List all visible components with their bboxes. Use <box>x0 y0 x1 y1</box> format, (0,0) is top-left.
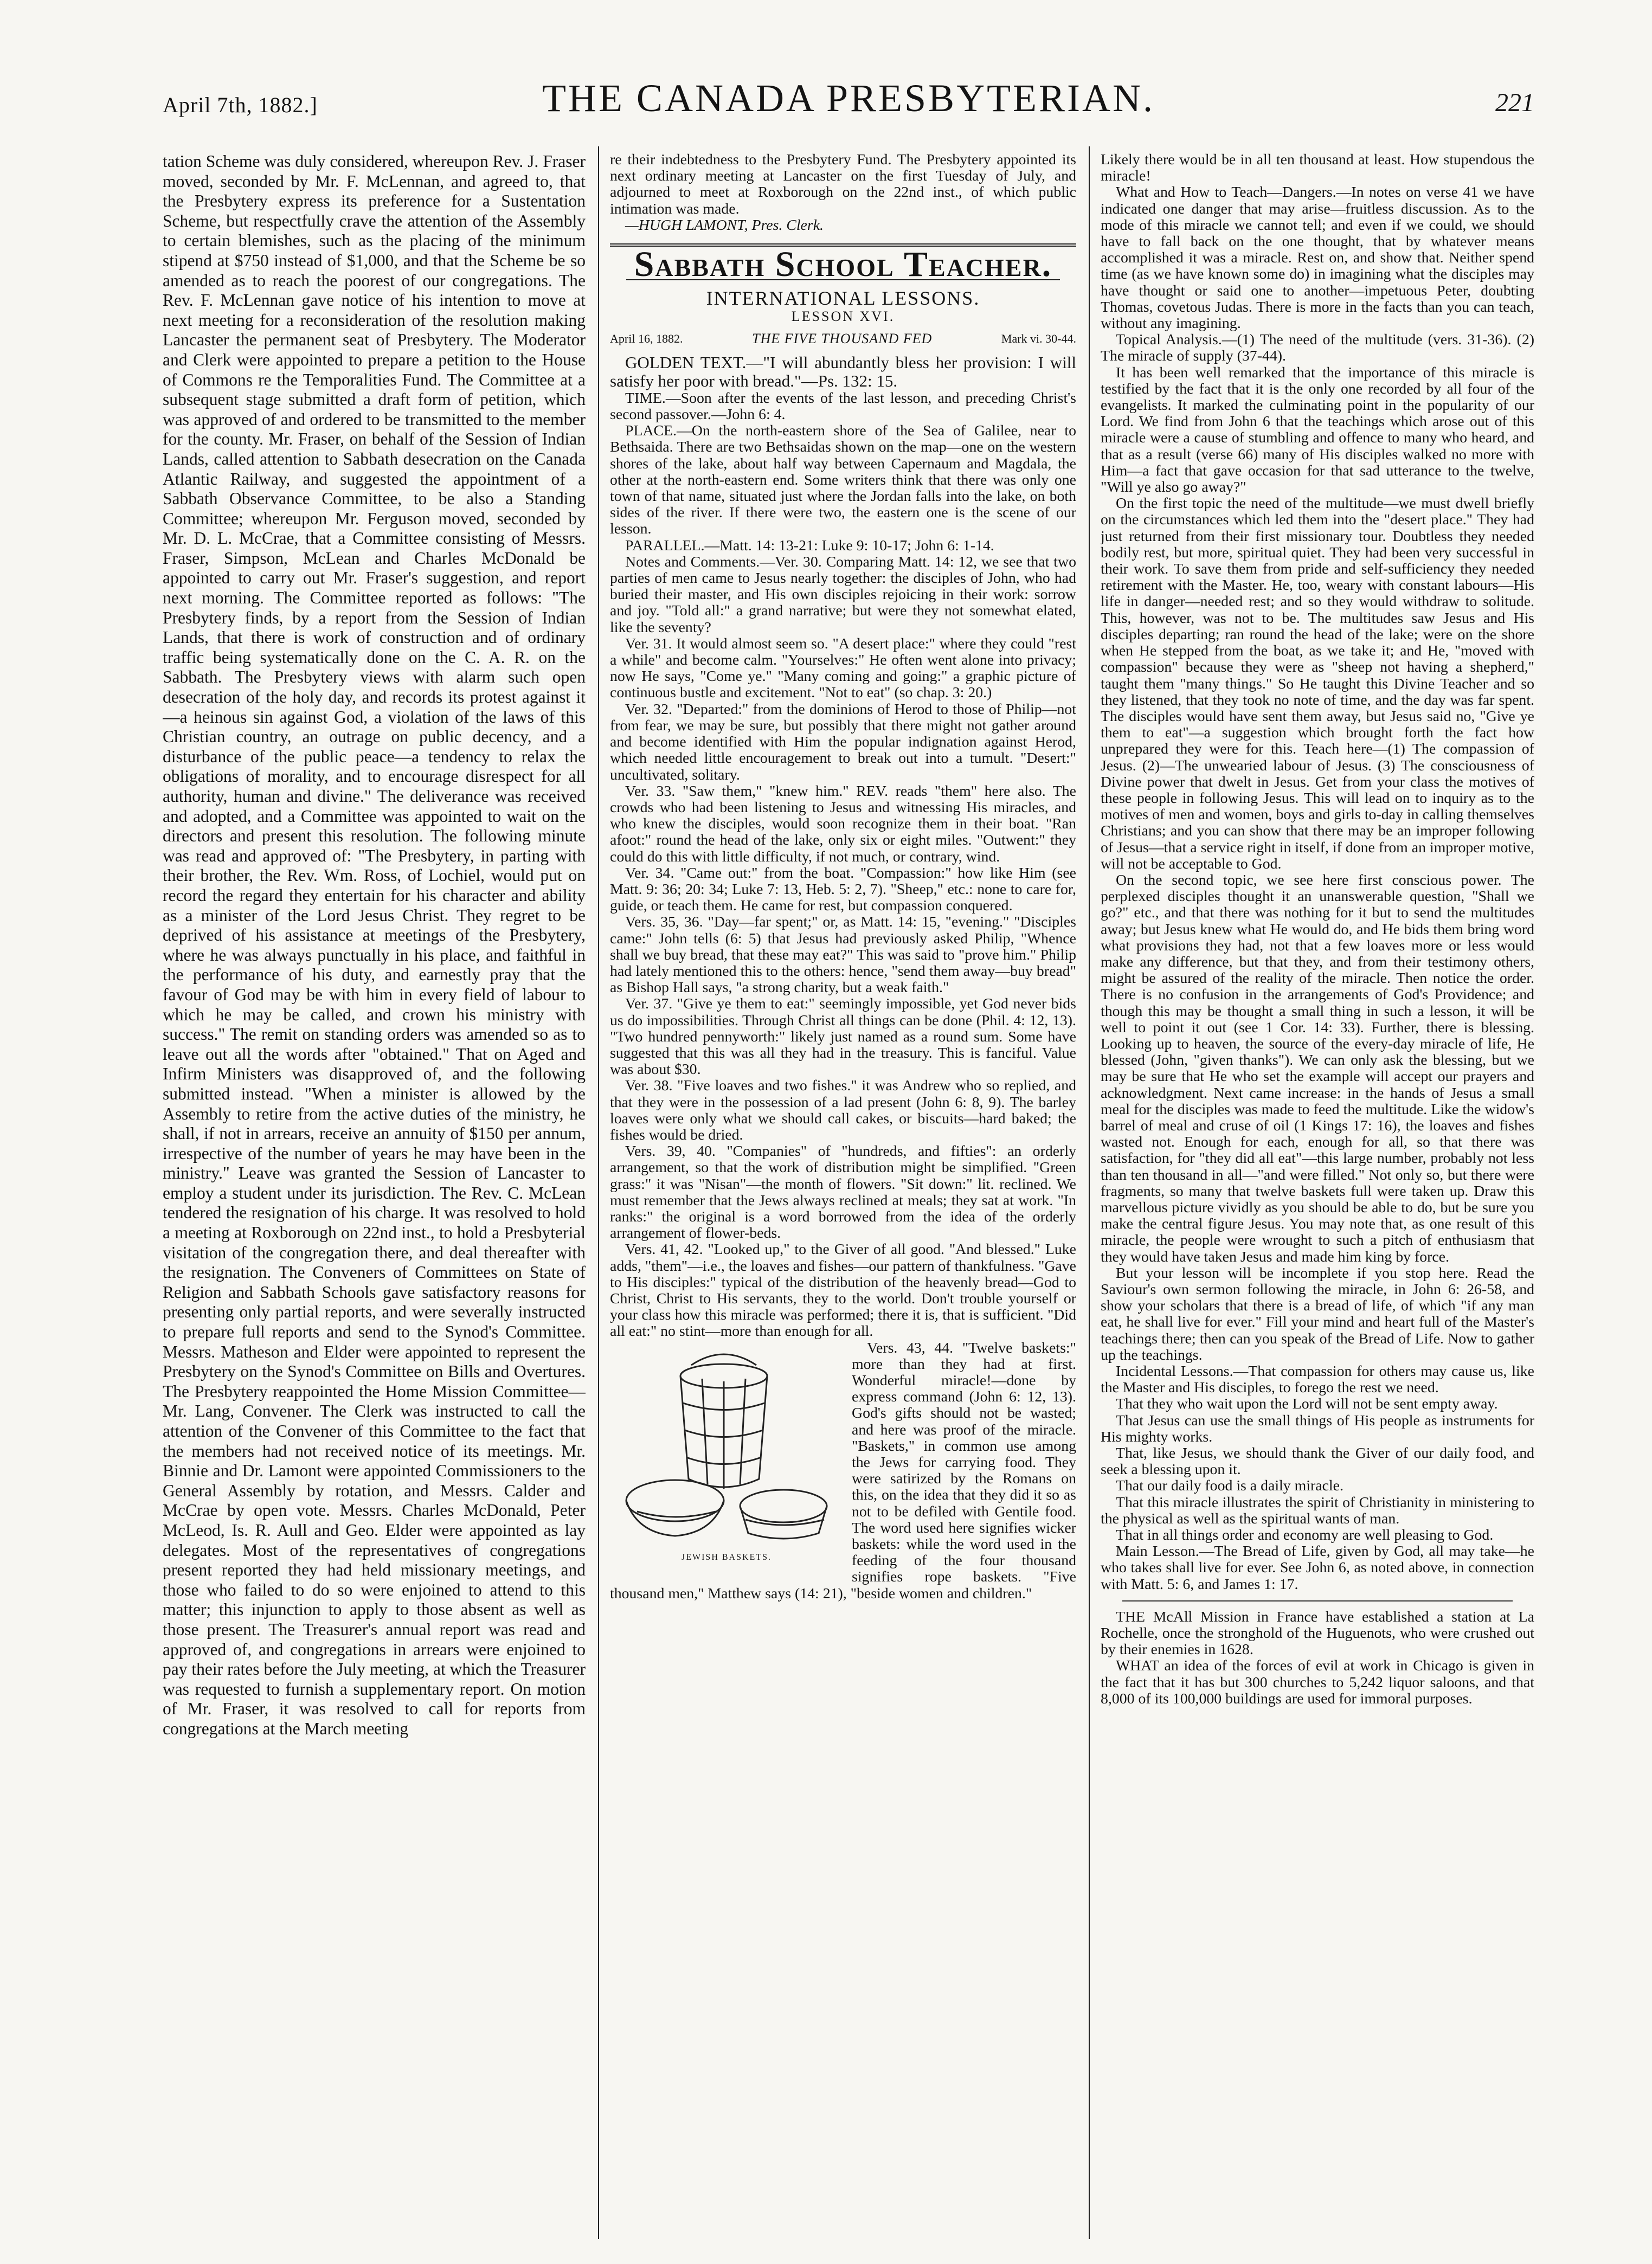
masthead-title: Sabbath School Teacher. <box>634 245 1052 285</box>
teaching-paragraph: On the second topic, we see here first conscious power. The perplexed disciples thought it an unanswerable question, "Shall we go?" etc., and that there was nothing for it but to send the multitudes away; but Jesus knew what He would do, and He bids them bring word what provisions they had, not that a few loaves more or less would make any difference, but that they, and from their testimony others, might be assured of the reality of the miracle. Then notice the order. There is no confusion in the arrangements of God's Providence; and though this may be thought a small thing in such a lesson, it will be well to point it out (see 1 Cor. 14: 33). Further, there is blessing. Looking up to heaven, the source of the every-day miracle of life, He blessed (John, "given thanks"). We can only ask the blessing, but we may be sure that He who set the example will accept our prayers and acknowledgment. Next came increase: in the hands of Jesus a small meal for the disciples was made to feed the multitude. Like the widow's barrel of meal and cruse of oil (1 Kings 17: 16), the loaves and fishes wasted not. Enough for each, enough for all, so that there was satisfaction, for "they did all eat"—this large number, probably not less than ten thousand in all—"and were filled." Not only so, but there were fragments, so many that twelve baskets full were taken up. Draw this marvellous picture vividly as you should be able to do, but be sure you make the central figure Jesus. You may note that, as one result of this miracle, the people were wrought to such a pitch of enthusiasm that they would have taken Jesus and made him king by force. <box>1101 871 1534 1265</box>
teaching-paragraph: Main Lesson.—The Bread of Life, given by God, all may take—he who takes shall live for ever. See John 6, as noted above, in connection with Matt. 5: 6, and James 1: 17. <box>1101 1543 1534 1593</box>
lesson-paragraph: PARALLEL.—Matt. 14: 13-21: Luke 9: 10-17; John 6: 1-14. <box>625 537 994 554</box>
teaching-paragraph: What and How to Teach—Dangers.—In notes on verse 41 we have indicated one danger that may arise—fruitless discussion. As to the mode of this miracle we cannot tell; and even if we could, we should have to fall back on the one thought, that by whatever means accomplished it was a miracle. Rest on, and show that. Neither spend time (as we have known some do) in imagining what the disciples may have thought or said one to another—impetuous Peter, doubting Thomas, covetous Judas. There is more in the facts than you can teach, without any imagining. <box>1101 184 1534 332</box>
lesson-paragraph: Ver. 32. "Departed:" from the dominions of Herod to those of Philip—not from fear, we may be sure, but possibly that there might not gather around and become identified with Him the popular indignation against Herod, which needed little encouragement to break out into a tumult. "Desert:" uncultivated, solitary. <box>610 700 1076 783</box>
lesson-title-row <box>610 331 1076 347</box>
teaching-paragraph: On the first topic the need of the multitude—we must dwell briefly on the circumstances which led them into the "desert place." They had just returned from their first missionary tour. Doubtless they needed bodily rest, but more, spiritual quiet. They had been very successful in their work. To save them from pride and self-sufficiency they needed retirement with the Master. He, too, weary with constant labours—His life in danger—needed rest; and so they would withdraw to solitude. This, however, was not to be. The multitudes saw Jesus and His disciples departing; ran round the head of the lake; were on the shore when He stepped from the boat, as we take it; and He, "moved with compassion" because they were as "sheep not having a shepherd," taught them "many things." So He taught this Divine Teacher and so they listened, that they took no note of time, and the day was far spent. The disciples would have sent them away, but Jesus said no, "Give ye them to eat"—a suggestion which brought forth the fact how unprepared they were for this. Teach here—(1) The compassion of Jesus. (2)—The unwearied labour of Jesus. (3) The consciousness of Divine power that dwelt in Jesus. Get from your class the motives of these people in following Jesus. This will lead on to inquiry as to the motives of men and women, boys and girls to-day in calling themselves Christians; and you can show that there may be an improper following of Jesus—that a service right in itself, if done from an improper motive, will not be acceptable to God. <box>1101 495 1534 872</box>
lesson-title: THE FIVE THOUSAND FED <box>752 330 933 346</box>
teaching-paragraph: That, like Jesus, we should thank the Giver of our daily food, and seek a blessing upon it. <box>1101 1445 1534 1478</box>
golden-text: GOLDEN TEXT.—"I will abundantly bless her provision: I will satisfy her poor with bread."—Ps. 132: 15. <box>610 352 1076 390</box>
lesson-paragraph: Ver. 34. "Came out:" from the boat. "Compassion:" how like Him (see Matt. 9: 36; 20: 34; Luke 7: 13, Heb. 5: 2, 7). "Sheep," etc.: none to care for, guide, or teach them. He came for rest, but compassion conquered. <box>610 864 1076 915</box>
teaching-paragraph: Likely there would be in all ten thousand at least. How stupendous the miracle! <box>1101 152 1534 185</box>
lesson-paragraph: Ver. 31. It would almost seem so. "A desert place:" where they could "rest a while" and become calm. "Yourselves:" He often went alone into privacy; now He says, "Come ye." "Many coming and going:" a graphic picture of continuous bustle and excitement. "Not to eat" (so chap. 3: 20.) <box>610 635 1076 702</box>
issue-date: April 7th, 1882.] <box>163 93 318 117</box>
section-masthead <box>610 243 1076 325</box>
report-signoff <box>610 217 1076 234</box>
lesson-paragraph: Vers. 41, 42. "Looked up," to the Giver of all good. "And blessed." Luke adds, "them"—i.e., the loaves and fishes—our pattern of thankfulness. "Gave to His disciples:" typical of the distribution of the heavenly bread—God to Christ, Christ to His servants, they to the world. Don't trouble yourself or your class how this miracle was performed; there it is, that is sufficient. "Did all eat:" no stint—more than enough for all. <box>610 1241 1076 1340</box>
news-note: THE McAll Mission in France have established a station at La Rochelle, once the stronghold of the Huguenots, who were crushed out by their enemies in 1628. <box>1101 1608 1534 1658</box>
news-note: WHAT an idea of the forces of evil at work in Chicago is given in the fact that it has but 300 churches to 5,242 liquor saloons, and that 8,000 of its 100,000 buildings are used for immoral purposes. <box>1101 1657 1534 1707</box>
column-teaching-notes <box>1101 152 1534 2244</box>
signoff-text: —HUGH LAMONT, Pres. Clerk. <box>625 216 824 234</box>
lesson-paragraph: Vers. 35, 36. "Day—far spent;" or, as Matt. 14: 15, "evening." "Disciples came:" John tells (6: 5) that Jesus had previously asked Philip, "Whence shall we buy bread, that these may eat?" This was said to "prove him." Philip had lately mentioned this to the others: hence, "send them away—buy bread" as Bishop Hall says, "a strong charity, but a weak faith." <box>610 914 1076 996</box>
teaching-paragraph: It has been well remarked that the importance of this miracle is testified by the fact that it is the only one recorded by all four of the evangelists. It marked the culminating point in the popularity of our Lord. We find from John 6 that the teachings which arose out of this miracle were a cause of stumbling and offence to many who heard, and that as a result (verse 66) many of His disciples walked no more with Him—a fact that gave occasion for that sad utterance to the twelve, "Will ye also go away?" <box>1101 364 1534 496</box>
lesson-paragraph: Ver. 33. "Saw them," "knew him." REV. reads "them" here also. The crowds who had been listening to Jesus and witnessing His miracles, and who knew the disciples, would soon recognize them in their boat. "Ran afoot:" round the head of the lake, only six or eight miles. "Outwent:" they could do this with little difficulty, if not much, or contrary, wind. <box>610 782 1076 865</box>
teaching-paragraph: That they who wait upon the Lord will not be sent empty away. <box>1116 1395 1498 1413</box>
lesson-paragraph: Ver. 38. "Five loaves and two fishes." it was Andrew who so replied, and that they were in the possession of a lad present (John 6: 8, 9). The barley loaves were only what we should call cakes, or biscuits—hard baked; the fishes would be dried. <box>610 1077 1076 1143</box>
lesson-paragraph: Vers. 43, 44. "Twelve baskets:" more than they had at first. Wonderful miracle!—done by express command (John 6: 12, 13). God's gifts should not be wasted; and here was proof of the miracle. "Baskets," in common use among the Jews for carrying food. They were satirized by the Romans on this, on the idea that they did it so as not to be defiled with Gentile food. The word used here signifies wicker baskets: while the word used in the feeding of the four thousand signifies rope baskets. "Five thousand men," Matthew says (14: 21), "beside women and children." <box>610 1339 1076 1602</box>
report-continuation: re their indebtedness to the Presbytery Fund. The Presbytery appointed its next ordinary meeting at Lancaster on the first Tuesday of July, and adjourned to meet at Roxborough on the 22nd inst., of which public intimation was made. <box>610 152 1076 217</box>
report-paragraph: tation Scheme was duly considered, whereupon Rev. J. Fraser moved, seconded by Mr. F. McLennan, and agreed to, that the Presbytery express its preference for a Sustentation Scheme, but respectfully crave the attention of the Assembly to certain blemishes, such as the placing of the minimum stipend at $750 instead of $1,000, and that the Scheme be so amended as to reach the poorest of our congregations. The Rev. F. McLennan gave notice of his intention to move at next meeting for a reconsideration of the resolution making Lancaster the permanent seat of Presbytery. The Moderator and Clerk were appointed to prepare a petition to the House of Commons re the Temporalities Fund. The Committee at a subsequent stage submitted a draft form of petition, which was approved of and ordered to be transmitted to the member for the county. Mr. Fraser, on behalf of the Session of Indian Lands, called attention to Sabbath desecration on the Canada Atlantic Railway, and suggested the appointment of a Sabbath Observance Committee, to be also a Standing Committee; whereupon Mr. Ferguson moved, seconded by Mr. D. L. McCrae, that a Committee consisting of Messrs. Fraser, Simpson, McLean and Charles McDonald be appointed to carry out Mr. Fraser's suggestion, and report next morning. The Committee reported as follows: "The Presbytery finds, by a report from the Session of Indian Lands, that there is work of construction and of ordinary traffic being systematically done on the C. A. R. on the Sabbath. The Presbytery views with alarm such open desecration of the holy day, and records its protest against it—a heinous sin against God, a violation of the laws of this Christian country, an outrage on public decency, and a disturbance of the public peace—a tendency to relax the obligations of morality, and to encourage disrespect for all authority, human and divine." The deliverance was received and adopted, and a Committee was appointed to wait on the directors and present this resolution. The following minute was read and approved of: "The Presbytery, in parting with their brother, the Rev. Wm. Ross, of Lochiel, would put on record the regard they entertain for his character and ability as a minister of the Lord Jesus Christ. They regret to be deprived of his assistance at meetings of the Presbytery, where he was always punctually in his place, and faithful in the performance of his duty, and earnestly pray that the favour of God may be with him in every field of labour to which he may be called, and crown his ministry with success." The remit on standing orders was amended so as to leave out all the words after "obtained." That on Aged and Infirm Ministers was disapproved of, and the following submitted instead. "When a minister is allowed by the Assembly to retire from the active duties of the ministry, he shall, if not in arrears, receive an annuity of $150 per annum, irrespective of the number of years he may have been in the ministry." Leave was granted the Session of Lancaster to employ a student under its jurisdiction. The Rev. C. McLean tendered the resignation of his charge. It was resolved to hold a meeting at Roxborough on 22nd inst., to hold a Presbyterial visitation of the congregation there, and deal thereafter with the resignation. The Conveners of Committees on State of Religion and Sabbath Schools gave satisfactory reasons for presenting only partial reports, and were severally instructed to prepare full reports and send to the Synod's Committee. Messrs. Matheson and Elder were appointed to represent the Presbytery on the Synod's Committee on Bills and Overtures. The Presbytery reappointed the Home Mission Committee—Mr. Lang, Convener. The Clerk was instructed to call the attention of the Convener of this Committee to the fact that the members had not received notice of its meetings. Mr. Binnie and Dr. Lamont were appointed Commissioners to the General Assembly by rotation, and Messrs. Calder and McCrae by open vote. Messrs. Charles McDonald, Peter McLeod, Is. R. Aull and Geo. Elder were appointed as lay delegates. Most of the representatives of congregations present reported they had held missionary meetings, and those who failed to do so were enjoined to attend to this matter; this injunction to apply to those absent as well as those present. The Treasurer's annual report was read and approved of, and congregations in arrears were enjoined to pay their rates before the July meeting, at which the Treasurer was requested to furnish a supplementary report. On motion of Mr. Fraser, it was resolved to call for reports from congregations at the March meeting <box>163 152 586 1738</box>
column-presbytery-report <box>163 152 586 2244</box>
lesson-number: LESSON XVI. <box>791 308 895 325</box>
lessons-heading: INTERNATIONAL LESSONS. <box>706 287 980 310</box>
lesson-date: April 16, 1882. <box>610 331 683 345</box>
column-rule <box>598 146 599 2239</box>
lesson-paragraph: TIME.—Soon after the events of the last lesson, and preceding Christ's second passover.—John 6: 4. <box>610 389 1076 423</box>
column-rule <box>1089 146 1090 2239</box>
lesson-paragraph: Ver. 37. "Give ye them to eat:" seemingly impossible, yet God never bids us do impossibilities. Through Christ all things can be done (Phil. 4: 12, 13). "Two hundred pennyworth:" likely just named as a round sum. Some have suggested that this was all they had in the treasury. This is fanciful. Value was about $30. <box>610 995 1076 1078</box>
publication-title: THE CANADA PRESBYTERIAN. <box>542 76 1155 120</box>
page-header <box>163 76 1534 125</box>
baskets-engraving-icon <box>615 1343 838 1549</box>
teaching-paragraph: But your lesson will be incomplete if you stop here. Read the Saviour's own sermon following the miracle, in John 6: 26-58, and show your scholars that there is a bread of life, of which "if any man eat, he shall live for ever." Fill your mind and heart full of the Master's teachings there; then can you speak of the Bread of Life. Now to gather up the teachings. <box>1101 1264 1534 1363</box>
teaching-paragraph: That in all things order and economy are well pleasing to God. <box>1116 1527 1494 1544</box>
lesson-paragraph: PLACE.—On the north-eastern shore of the Sea of Galilee, near to Bethsaida. There are two Bethsaidas shown on the map—one on the western shores of the lake, about half way between Capernaum and Magdala, the other at the north-eastern end. Some writers think that there was only one town of that name, situated just where the Jordan falls into the lake, on both sides of the river. If there were two, the eastern one is the scene of our lesson. <box>610 422 1076 538</box>
teaching-paragraph: Incidental Lessons.—That compassion for others may cause us, like the Master and His disciples, to forego the rest we need. <box>1101 1363 1534 1397</box>
lesson-paragraph: Notes and Comments.—Ver. 30. Comparing Matt. 14: 12, we see that two parties of men came to Jesus nearly together: the disciples of John, who had buried their master, and His own disciples rejoicing in their work: sorrow and joy. "Told all:" a grand narrative; but were they not somewhat elated, like the seventy? <box>610 553 1076 636</box>
section-divider <box>1122 1600 1513 1601</box>
lesson-paragraph: Vers. 39, 40. "Companies" of "hundreds, and fifties": an orderly arrangement, so that the work of distribution might be simplified. "Green grass:" it was "Nisan"—the month of flowers. "Sit down:" lit. reclined. We must remember that the Jews always reclined at meals; they sat at work. "In ranks:" the original is a word borrowed from the idea of the orderly arrangement of flower-beds. <box>610 1143 1076 1242</box>
teaching-paragraph: That Jesus can use the small things of His people as instruments for His mighty works. <box>1101 1412 1534 1445</box>
figure-caption: JEWISH BASKETS. <box>681 1552 772 1562</box>
page-number: 221 <box>1495 88 1534 117</box>
teaching-paragraph: Topical Analysis.—(1) The need of the multitude (vers. 31-36). (2) The miracle of supply (37-44). <box>1101 331 1534 365</box>
jewish-baskets-illustration <box>610 1343 843 1577</box>
teaching-paragraph: That this miracle illustrates the spirit of Christianity in ministering to the physical as well as the spiritual wants of man. <box>1101 1494 1534 1527</box>
lesson-scripture-ref: Mark vi. 30-44. <box>1001 331 1076 345</box>
teaching-paragraph: That our daily food is a daily miracle. <box>1116 1477 1344 1495</box>
column-sabbath-school <box>610 152 1076 2244</box>
